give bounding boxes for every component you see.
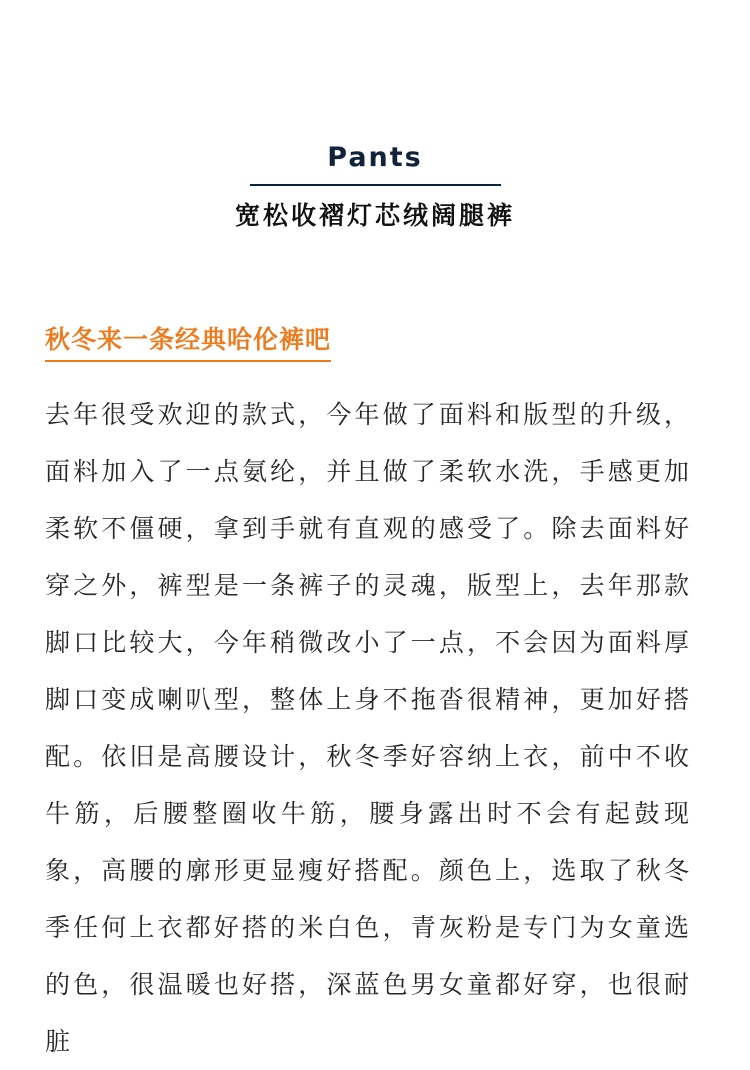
product-name: 宽松收褶灯芯绒阔腿裤 [234,201,515,230]
page-title: Pants [327,142,423,173]
product-header [0,138,750,236]
title-divider [250,184,501,186]
section-heading: 秋冬来一条经典哈伦裤吧 [45,320,331,362]
product-description: 去年很受欢迎的款式，今年做了面料和版型的升级，面料加入了一点氨纶，并且做了柔软水洗，手感更加柔软不僵硬，拿到手就有直观的感受了。除去面料好穿之外，裤型是一条裤子的灵魂，版型上，去年那款脚口比较大，今年稍微改小了一点，不会因为面料厚脚口变成喇叭型，整体上身不拖沓很精神，更加好搭配。依旧是高腰设计，秋冬季好容纳上衣，前中不收牛筋，后腰整圈收牛筋，腰身露出时不会有起鼓现象，高腰的廓形更显瘦好搭配。颜色上，选取了秋冬季任何上衣都好搭的米白色，青灰粉是专门为女童选的色，很温暖也好搭，深蓝色男女童都好穿，也很耐脏 [45,400,691,1056]
